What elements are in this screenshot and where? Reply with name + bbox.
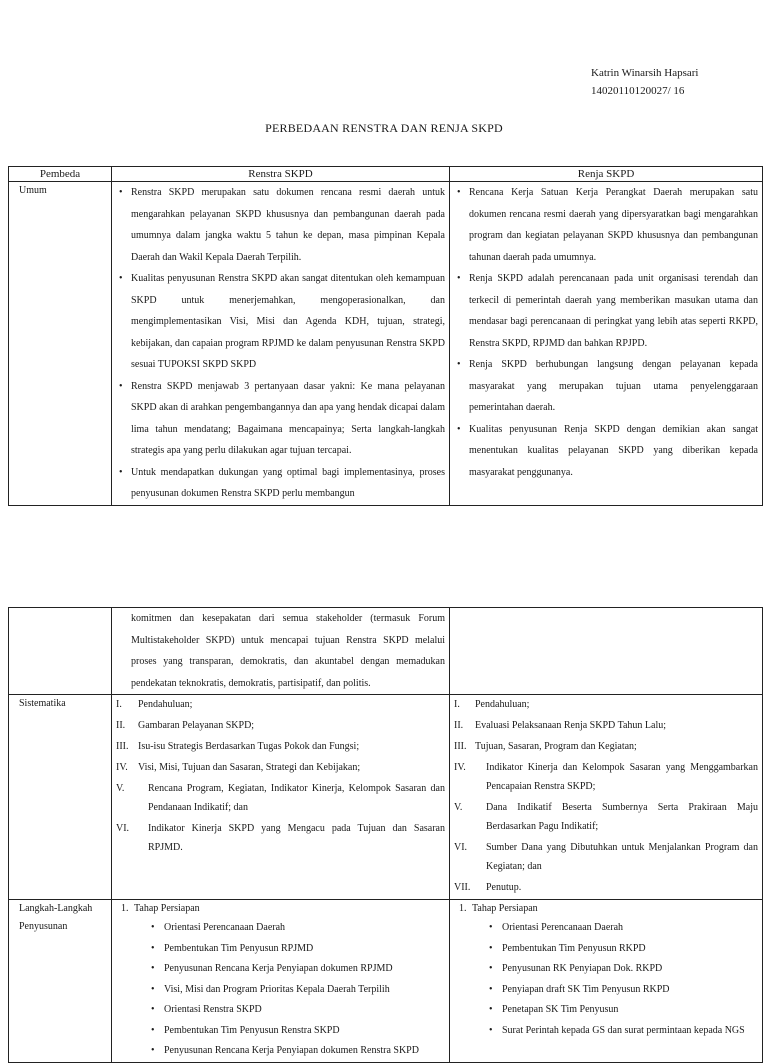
list-item: • Untuk mendapatkan dukungan yang optimal bagi implementasinya, proses penyusunan dokumen Renstra SKPD perlu membangun [116, 462, 445, 505]
list-item: • Renstra SKPD menjawab 3 pertanyaan dasar yakni: Ke mana pelayanan SKPD akan di arahkan pengembangannya dan apa yang hendak dicapai dalam lima tahun mendatang; Bagaimana mencapainya; Serta langkah-langkah strategis apa yang perlu dilakukan agar tujuan tercapai. [116, 376, 445, 462]
row-label-empty [9, 608, 112, 695]
bullet-icon: • [457, 423, 461, 435]
author-name: Katrin Winarsih Hapsari [591, 67, 699, 79]
cell-continuation-renstra: komitmen dan kesepakatan dari semua stakeholder (termasuk Forum Multistakeholder SKPD) untuk mencapai tujuan Renstra SKPD melalui proses yang transparan, demokratis, dan akuntabel dengan memadukan pendekatan teknokratis, demokratis, partisipatif, dan politis. [112, 608, 450, 695]
list-item: I. Pendahuluan; [116, 699, 193, 710]
author-block [591, 64, 699, 100]
author-id: 14020110120027/ 16 [591, 85, 685, 97]
table-row-continuation [9, 608, 763, 695]
list-item: II. Evaluasi Pelaksanaan Renja SKPD Tahun Lalu; [454, 720, 667, 731]
list-item: V. Dana Indikatif Beserta Sumbernya Serta Prakiraan Maju Berdasarkan Pagu Indikatif; [454, 802, 758, 832]
list-item: V. Rencana Program, Kegiatan, Indikator Kinerja, Kelompok Sasaran dan Pendanaan Indikatif; dan [116, 783, 445, 813]
list-item: VII. Penutup. [454, 882, 522, 893]
cell-umum-renja [450, 182, 763, 506]
bullet-icon: • [489, 1024, 493, 1036]
list-item: VI. Indikator Kinerja SKPD yang Mengacu pada Tujuan dan Sasaran RPJMD. [116, 823, 445, 853]
list-item: III. Tujuan, Sasaran, Program dan Kegiatan; [454, 741, 637, 752]
list-item: • Penyusunan Rencana Kerja Penyiapan dokumen RPJMD [151, 959, 445, 980]
header-renstra: Renstra SKPD [112, 167, 450, 182]
bullet-icon: • [151, 1024, 155, 1036]
header-renja: Renja SKPD [450, 167, 763, 182]
table-row-langkah [9, 900, 763, 1063]
bullet-icon: • [119, 187, 123, 198]
list-item: IV. Indikator Kinerja dan Kelompok Sasaran yang Menggambarkan Pencapaian Renstra SKPD; [454, 762, 758, 792]
document-title: PERBEDAAN RENSTRA DAN RENJA SKPD [265, 121, 503, 135]
table-row-sistematika [9, 695, 763, 900]
list-item: • Renja SKPD berhubungan langsung dengan pelayanan kepada masyarakat yang merupakan tujuan utama penyelenggaraan pemerintahan daerah. [454, 354, 758, 419]
bullet-icon: • [151, 963, 155, 974]
cell-umum-renstra [112, 182, 450, 506]
list-item: • Renja SKPD adalah perencanaan pada unit organisasi terendah dan terkecil di pemerintah daerah yang memberikan masukan utama dan mendasar bagi perencanaan di peringkat yang lebih atas seperti RKPD, Renstra SKPD, RPJMD dan bahkan RPJPD. [454, 268, 758, 354]
bullet-icon: • [151, 942, 155, 954]
list-item: • Kualitas penyusunan Renstra SKPD akan sangat ditentukan oleh kemampuan SKPD untuk menerjemahkan, mengoperasionalkan, dan mengimplementasikan Visi, Misi dan Agenda KDH, tujuan, strategi, kebijakan, dan capaian program RPJMD ke dalam penyusunan Renstra SKPD sesuai TUPOKSI SKPD SKPD [116, 268, 445, 376]
bullet-icon: • [151, 1045, 155, 1056]
row-label-sistematika: Sistematika [9, 695, 112, 900]
row-label-langkah: Langkah-Langkah Penyusunan [9, 900, 112, 1063]
list-item: • Surat Perintah kepada GS dan surat permintaan kepada NGS [489, 1021, 758, 1042]
list-item: I. Pendahuluan; [454, 699, 530, 710]
bullet-icon: • [119, 273, 123, 284]
bullet-icon: • [489, 963, 493, 974]
bullet-icon: • [151, 922, 155, 933]
list-item: • Kualitas penyusunan Renja SKPD dengan demikian akan sangat menentukan kualitas pelayanan SKPD yang diberikan kepada masyarakat penggunanya. [454, 419, 758, 484]
bullet-icon: • [489, 942, 493, 954]
list-item: II. Gambaran Pelayanan SKPD; [116, 720, 255, 731]
list-item: • Orientasi Perencanaan Daerah [489, 918, 758, 939]
list-item: VI. Sumber Dana yang Dibutuhkan untuk Menjalankan Program dan Kegiatan; dan [454, 842, 758, 872]
cell-langkah-renja [450, 900, 763, 1063]
list-item: • Pembentukan Tim Penyusun Renstra SKPD [151, 1021, 445, 1042]
list-item: • Pembentukan Tim Penyusun RPJMD [151, 939, 445, 960]
bullet-icon: • [489, 983, 493, 995]
list-item: • Orientasi Perencanaan Daerah [151, 918, 445, 939]
table-header-row [9, 167, 763, 182]
bullet-icon: • [489, 922, 493, 933]
bullet-icon: • [151, 1004, 155, 1015]
step-heading: 1. Tahap Persiapan [121, 903, 200, 914]
list-item: IV. Visi, Misi, Tujuan dan Sasaran, Strategi dan Kebijakan; [116, 762, 361, 773]
bullet-icon: • [457, 273, 461, 284]
list-item: • Orientasi Renstra SKPD [151, 1000, 445, 1021]
cell-sistematika-renstra [112, 695, 450, 900]
bullet-icon: • [489, 1004, 493, 1015]
list-item: • Penyusunan RK Penyiapan Dok. RKPD [489, 959, 758, 980]
list-item: • Penetapan SK Tim Penyusun [489, 1000, 758, 1021]
list-item: • Visi, Misi dan Program Prioritas Kepala Daerah Terpilih [151, 980, 445, 1001]
list-item: III. Isu-isu Strategis Berdasarkan Tugas Pokok dan Fungsi; [116, 741, 360, 752]
list-item: • Penyiapan draft SK Tim Penyusun RKPD [489, 980, 758, 1001]
row-label-umum: Umum [9, 182, 112, 506]
bullet-icon: • [119, 466, 123, 478]
bullet-icon: • [457, 359, 461, 370]
cell-langkah-renstra [112, 900, 450, 1063]
list-item: • Rencana Kerja Satuan Kerja Perangkat Daerah merupakan satu dokumen rencana resmi daerah yang dipersyaratkan bagi mengarahkan program dan kegiatan pelayanan SKPD khususnya dan pembangunan tahunan daerah pada umumnya. [454, 182, 758, 268]
bullet-icon: • [119, 380, 123, 392]
cell-sistematika-renja [450, 695, 763, 900]
list-item: • Renstra SKPD merupakan satu dokumen rencana resmi daerah untuk mengarahkan pelayanan SKPD khususnya dan pembangunan daerah pada umumnya dalam jangka waktu 5 tahun ke depan, masa pimpinan Kepala Daerah dan Wakil Kepala Daerah Terpilih. [116, 182, 445, 268]
table-row-umum [9, 182, 763, 506]
step-heading: 1. Tahap Persiapan [459, 903, 538, 914]
list-item: • Pembentukan Tim Penyusun RKPD [489, 939, 758, 960]
header-pembeda: Pembeda [9, 167, 112, 182]
list-item: • Penyusunan Rencana Kerja Penyiapan dokumen Renstra SKPD [151, 1041, 445, 1062]
comparison-table-part2 [8, 607, 763, 1063]
bullet-icon: • [457, 187, 461, 198]
bullet-icon: • [151, 983, 155, 995]
cell-continuation-renja [450, 608, 763, 695]
comparison-table-part1 [8, 166, 763, 506]
